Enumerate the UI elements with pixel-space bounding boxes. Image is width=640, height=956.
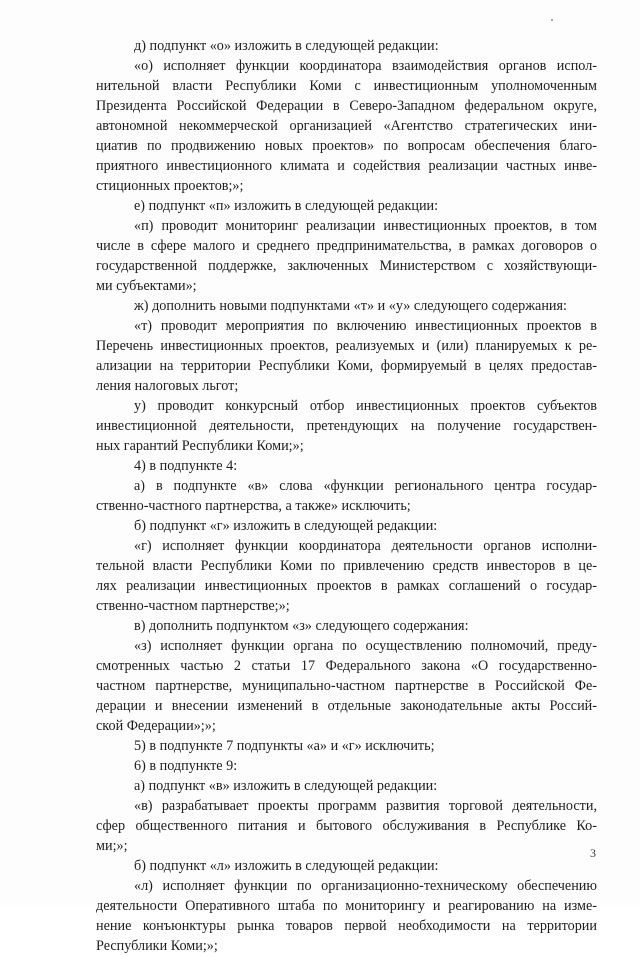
text-line: 5) в подпункте 7 подпункты «а» и «г» исключить; (134, 738, 435, 754)
scan-speck (551, 19, 553, 21)
text-line: циатив по продвижению новых проектов» по вопросам обеспечения благо- (96, 138, 597, 154)
text-line: частном партнерстве, муниципально-частном партнерстве в Российской Фе- (96, 678, 597, 694)
text-line: лях реализации инвестиционных проектов в рамках соглашений о государ- (96, 578, 597, 594)
text-line: Президента Российской Федерации в Северо-Западном федеральном округе, (96, 98, 597, 114)
text-line: ственно-частного партнерства, а также» исключить; (96, 498, 411, 514)
text-line: ализации на территории Республики Коми, формируемый в целях предостав- (96, 358, 597, 374)
text-line: б) подпункт «л» изложить в следующей редакции: (134, 858, 439, 874)
text-line: Перечень инвестиционных проектов, реализуемых и (или) планируемых к ре- (96, 338, 597, 354)
text-line: ж) дополнить новыми подпунктами «т» и «у» следующего содержания: (134, 298, 567, 314)
text-line: д) подпункт «о» изложить в следующей редакции: (134, 38, 439, 54)
page-number: 3 (590, 846, 596, 860)
text-line: нение конъюнктуры рынка товаров первой необходимости на территории (96, 918, 597, 934)
text-line: «з) исполняет функции органа по осуществлению полномочий, преду- (134, 638, 597, 654)
text-line: дерации и внесении изменений в отдельные законодательные акты Россий- (96, 698, 597, 714)
text-line: тельной власти Республики Коми по привлечению средств инвесторов в це- (96, 558, 597, 574)
text-line: нительной власти Республики Коми с инвестиционным уполномоченным (96, 78, 597, 94)
text-line: ми субъектами»; (96, 278, 197, 294)
text-line: «п) проводит мониторинг реализации инвестиционных проектов, в том (134, 218, 597, 234)
text-line: инвестиционной деятельности, претендующих на получение государствен- (96, 418, 597, 434)
text-line: приятного инвестиционного климата и содействия реализации частных инве- (96, 158, 597, 174)
text-line: числе в сфере малого и среднего предпринимательства, в рамках договоров о (96, 238, 597, 254)
text-line: ской Федерации»;»; (96, 718, 216, 734)
text-line: ления налоговых льгот; (96, 378, 239, 394)
text-line: деятельности Оперативного штаба по мониторингу и реагированию на изме- (96, 898, 597, 914)
text-line: б) подпункт «г» изложить в следующей редакции: (134, 518, 438, 534)
text-line: ственно-частном партнерстве;»; (96, 598, 290, 614)
text-line: государственной поддержке, заключенных Министерством с хозяйствующи- (96, 258, 597, 274)
text-line: стиционных проектов;»; (96, 178, 244, 194)
text-line: «г) исполняет функции координатора деятельности органов исполни- (134, 538, 597, 554)
text-line: е) подпункт «п» изложить в следующей редакции: (134, 198, 439, 214)
document-body (96, 36, 597, 956)
text-line: смотренных частью 2 статьи 17 Федерального закона «О государственно- (96, 658, 597, 674)
text-line: сфер общественного питания и бытового обслуживания в Республике Ко- (96, 818, 597, 834)
text-line: а) подпункт «в» изложить в следующей редакции: (134, 778, 438, 794)
text-line: «о) исполняет функции координатора взаимодействия органов испол- (134, 58, 597, 74)
text-line: Республики Коми;»; (96, 938, 218, 954)
text-line: «в) разрабатывает проекты программ развития торговой деятельности, (134, 798, 597, 814)
text-line: «т) проводит мероприятия по включению инвестиционных проектов в (134, 318, 597, 334)
text-line: ных гарантий Республики Коми;»; (96, 438, 304, 454)
text-line: а) в подпункте «в» слова «функции регионального центра государ- (134, 478, 597, 494)
text-line: ми;»; (96, 838, 128, 854)
text-line: 4) в подпункте 4: (134, 458, 238, 474)
text-line: «л) исполняет функции по организационно-техническому обеспечению (134, 878, 597, 894)
text-line: 6) в подпункте 9: (134, 758, 238, 774)
text-line: автономной некоммерческой организацией «Агентство стратегических ини- (96, 118, 597, 134)
text-line: в) дополнить подпунктом «з» следующего содержания: (134, 618, 469, 634)
text-line: у) проводит конкурсный отбор инвестиционных проектов субъектов (134, 398, 597, 414)
